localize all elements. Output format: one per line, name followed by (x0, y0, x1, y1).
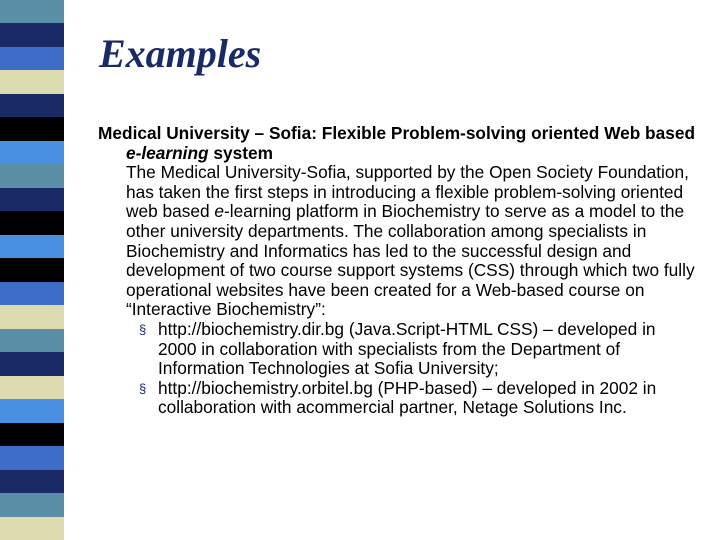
stripe-block (0, 23, 64, 46)
website-list (98, 320, 696, 418)
list-item (139, 318, 696, 379)
slide-body (98, 124, 696, 418)
paragraph-part-1: The Medical University-Sofia, supported by the Open Society Foundation, has taken the first steps in introducing a flexible problem-solving oriented web based (126, 162, 689, 222)
stripe-block (0, 517, 64, 540)
description-paragraph (98, 163, 696, 320)
stripe-block (0, 47, 64, 70)
list-item-text: http://biochemistry.dir.bg (Java.Script-HTML CSS) – developed in 2000 in collaboration with specialists from the Department of Information Technologies at Sofia University; (158, 318, 656, 379)
bullet-icon: § (139, 321, 147, 337)
stripe-block (0, 211, 64, 234)
slide-title: Examples (99, 31, 262, 76)
paragraph-emphasis: e (214, 201, 225, 222)
stripe-block (0, 376, 64, 399)
list-item (139, 377, 696, 418)
section-heading (98, 124, 696, 163)
bullet-icon: § (139, 380, 147, 396)
stripe-block (0, 329, 64, 352)
decorative-stripe (0, 0, 64, 540)
stripe-block (0, 141, 64, 164)
stripe-block (0, 470, 64, 493)
stripe-block (0, 235, 64, 258)
stripe-block (0, 258, 64, 281)
stripe-block (0, 305, 64, 328)
stripe-block (0, 70, 64, 93)
stripe-block (0, 282, 64, 305)
heading-suffix: system (208, 142, 273, 163)
stripe-block (0, 188, 64, 211)
stripe-block (0, 423, 64, 446)
stripe-block (0, 493, 64, 516)
stripe-block (0, 446, 64, 469)
stripe-block (0, 0, 64, 23)
stripe-block (0, 94, 64, 117)
stripe-block (0, 164, 64, 187)
paragraph-part-2: -learning platform in Biochemistry to serve as a model to the other university departments. The collaboration among specialists in Biochemistry and Informatics has led to the successful design and development of two course support systems (CSS) through which two fully operational websites have been created for a Web-based course on “Interactive Biochemistry”: (126, 201, 695, 320)
stripe-block (0, 352, 64, 375)
list-item-text: http://biochemistry.orbitel.bg (PHP-based) – developed in 2002 in collaboration with acommercial partner, Netage Solutions Inc. (158, 377, 657, 418)
heading-emphasis: e-learning (126, 142, 209, 163)
stripe-block (0, 399, 64, 422)
stripe-block (0, 117, 64, 140)
heading-prefix: Medical University – Sofia: Flexible Problem-solving oriented Web based (98, 123, 695, 143)
